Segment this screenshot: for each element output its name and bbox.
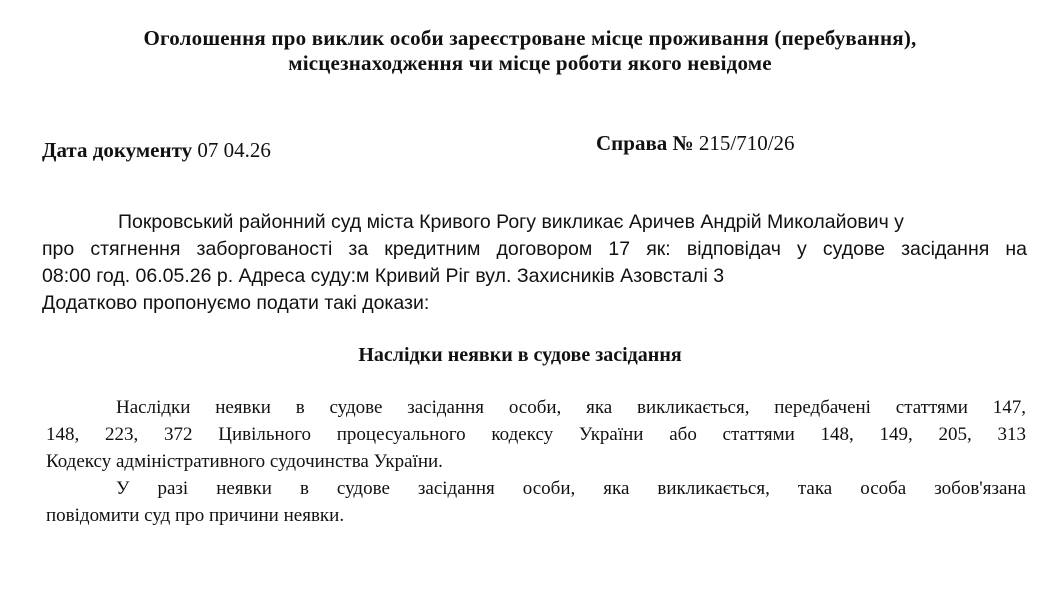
date-value: 07 04.26 xyxy=(197,138,271,162)
summons-text xyxy=(42,209,1027,317)
case-number xyxy=(596,131,795,156)
consequences-p2-line-1: У разі неявки в судове засідання особи, яка викликається, така особа зобов'язана xyxy=(116,478,1026,499)
title-line-1: Оголошення про виклик особи зареєстроване місце проживання (перебування), xyxy=(143,26,917,50)
consequences-p1-line-2: 148, 223, 372 Цивільного процесуального кодексу України або статтями 148, 149, 205, 313 xyxy=(46,424,1026,445)
consequences-p2-line-2: повідомити суд про причини неявки. xyxy=(46,505,345,526)
document-title xyxy=(100,26,960,76)
section-heading: Наслідки неявки в судове засідання xyxy=(358,344,682,366)
consequences-p1-line-1: Наслідки неявки в судове засідання особи, яка викликається, передбачені статтями 147, xyxy=(116,397,1026,418)
case-value: 215/710/26 xyxy=(698,131,795,155)
consequences-p1-line-3: Кодексу адміністративного судочинства України. xyxy=(46,451,443,472)
summons-line-3: 08:00 год. 06.05.26 р. Адреса суду:м Кривий Ріг вул. Захисників Азовсталі 3 xyxy=(42,265,725,287)
title-line-2: місцезнаходження чи місце роботи якого невідоме xyxy=(288,51,772,75)
date-label: Дата документу xyxy=(42,138,193,162)
summons-line-4: Додатково пропонуємо подати такі докази: xyxy=(42,292,430,314)
summons-line-2: про стягнення заборгованості за кредитним договором 17 як: відповідач у судове засідання на xyxy=(42,238,1027,260)
summons-line-1: Покровський районний суд міста Кривого Рогу викликає Аричев Андрій Миколайович у xyxy=(118,211,904,233)
case-label: Справа № xyxy=(596,131,694,155)
consequences-text xyxy=(46,394,1026,529)
document-date xyxy=(42,138,271,163)
